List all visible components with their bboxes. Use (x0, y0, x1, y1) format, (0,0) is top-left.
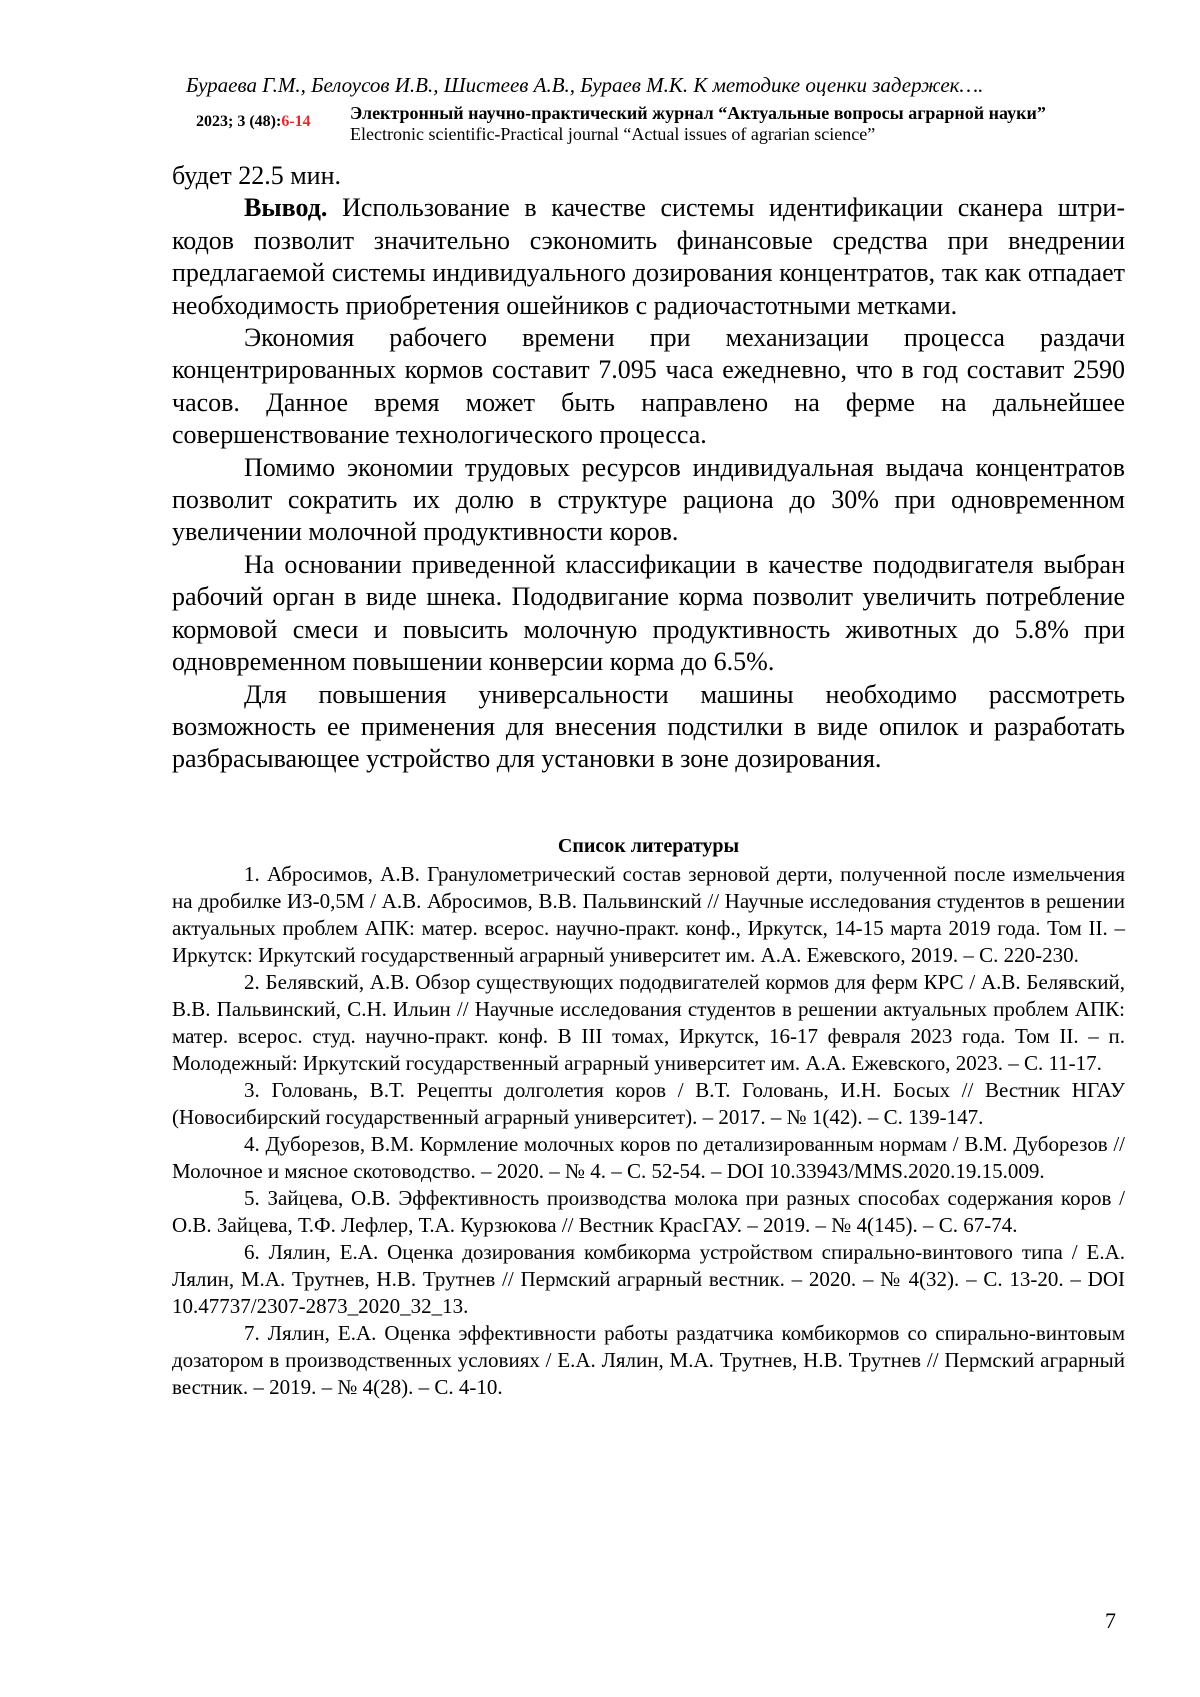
journal-title-en: Electronic scientific-Practical journal “Actual issues of agrarian science” (350, 124, 876, 144)
conclusion-lead: Вывод. (244, 193, 328, 223)
paragraph: Для повышения универсальности машины необходимо рассмотреть возможность ее применения для внесения подстилки в виде опилок и разработать разбрасывающее устройство для установки в зоне дозирования. (172, 679, 1125, 774)
page-number: 7 (1105, 1608, 1116, 1633)
running-header-authors: Бураева Г.М., Белоусов И.В., Шистеев А.В., Бураев М.К. К методике оценки задержек…. (186, 73, 984, 97)
journal-title-ru: Электронный научно-практический журнал “Актуальные вопросы аграрной науки” (350, 103, 1046, 123)
issue-info (196, 113, 311, 131)
reference-item: 6. Лялин, Е.А. Оценка дозирования комбикорма устройством спирально-винтового типа / Е.А. Лялин, М.А. Трутнев, Н.В. Трутнев // Пермский аграрный вестник. – 2020. – № 4(32). – С. 13-20. – DOI 10.47737/2307-2873_2020_32_13. (172, 1240, 1125, 1318)
paragraph: Помимо экономии трудовых ресурсов индивидуальная выдача концентратов позволит сократить их долю в структуре рациона до 30% при одновременном увеличении молочной продуктивности коров. (172, 452, 1125, 547)
main-text (172, 160, 1125, 776)
reference-item: 1. Абросимов, А.В. Гранулометрический состав зерновой дерти, полученной после измельчения на дробилке ИЗ-0,5М / А.В. Абросимов, В.В. Пальвинский // Научные исследования студентов в решении актуальных проблем АПК: матер. всерос. научно-практ. конф., Иркутск, 14-15 марта 2019 года. Том II. – Иркутск: Иркутский государственный аграрный университет им. А.А. Ежевского, 2019. – С. 220-230. (172, 862, 1125, 967)
reference-item: 7. Лялин, Е.А. Оценка эффективности работы раздатчика комбикормов со спирально-винтовым дозатором в производственных условиях / Е.А. Лялин, М.А. Трутнев, Н.В. Трутнев // Пермский аграрный вестник. – 2019. – № 4(28). – С. 4-10. (172, 1321, 1125, 1399)
references-title: Список литературы (557, 835, 740, 857)
reference-item: 5. Зайцева, О.В. Эффективность производства молока при разных способах содержания коров / О.В. Зайцева, Т.Ф. Лефлер, Т.А. Курзюкова // Вестник КрасГАУ. – 2019. – № 4(145). – С. 67-74. (172, 1186, 1125, 1237)
paragraph-continuation: будет 22.5 мин. (172, 161, 342, 190)
references-list (172, 861, 1125, 1401)
paragraph: Экономия рабочего времени при механизации процесса раздачи концентрированных кормов составит 7.095 часа ежедневно, что в год составит 2590 часов. Данное время может быть направлено на ферме на дальнейшее совершенствование технологического процесса. (172, 323, 1125, 450)
conclusion-text: Использование в качестве системы идентификации сканера штри-кодов позволит значительно сэкономить финансовые средства при внедрении предлагаемой системы индивидуального дозирования концентратов, так как отпадает необходимость приобретения ошейников с радиочастотными метками. (172, 193, 1125, 320)
paragraph-conclusion (172, 192, 1125, 322)
issue-pages: 6-14 (281, 113, 311, 130)
reference-item: 4. Дуборезов, В.М. Кормление молочных коров по детализированным нормам / В.М. Дуборезов // Молочное и мясное скотоводство. – 2020. – № 4. – С. 52-54. – DOI 10.33943/MMS.2020.19.15.009. (172, 1132, 1125, 1183)
reference-item: 3. Головань, В.Т. Рецепты долголетия коров / В.Т. Головань, И.Н. Босых // Вестник НГАУ (Новосибирский государственный аграрный университет). – 2017. – № 1(42). – С. 139-147. (172, 1078, 1125, 1129)
issue-number: 2023; 3 (48): (196, 113, 282, 130)
reference-item: 2. Белявский, А.В. Обзор существующих пододвигателей кормов для ферм КРС / А.В. Белявский, В.В. Пальвинский, С.Н. Ильин // Научные исследования студентов в решении актуальных проблем АПК: матер. всерос. студ. научно-практ. конф. В III томах, Иркутск, 16-17 февраля 2023 года. Том II. – п. Молодежный: Иркутский государственный аграрный университет им. А.А. Ежевского, 2023. – С. 11-17. (172, 970, 1125, 1075)
paragraph: На основании приведенной классификации в качестве пододвигателя выбран рабочий орган в виде шнека. Пододвигание корма позволит увеличить потребление кормовой смеси и повысить молочную продуктивность животных до 5.8% при одновременном повышении конверсии корма до 6.5%. (172, 549, 1125, 677)
